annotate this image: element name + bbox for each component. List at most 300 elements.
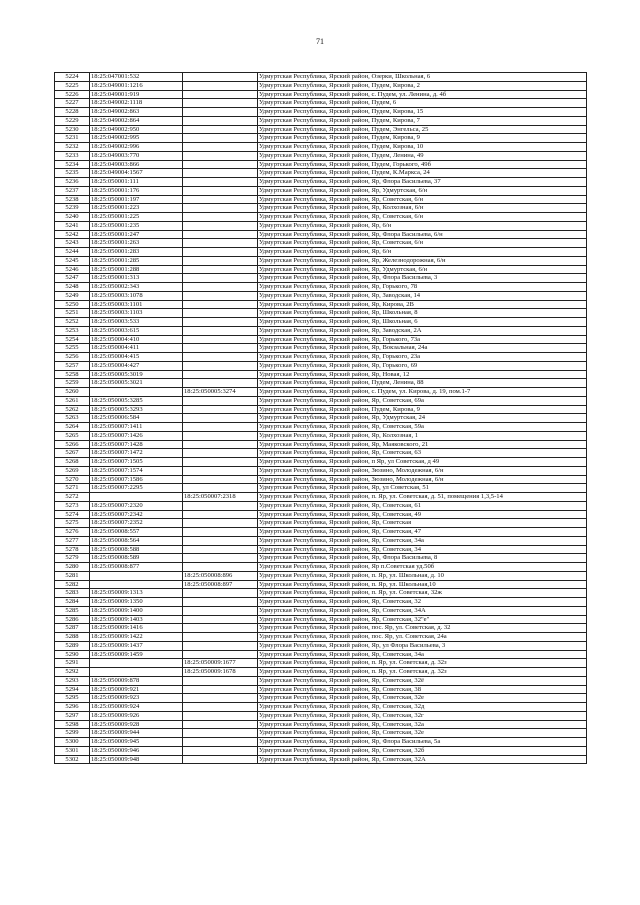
parent-cadastral-number-cell	[183, 134, 258, 143]
parent-cadastral-number-cell	[183, 143, 258, 152]
cadastral-number-cell: 18:25:050003:533	[90, 318, 183, 327]
row-number-cell: 5249	[55, 291, 90, 300]
row-number-cell: 5267	[55, 449, 90, 458]
cadastral-number-cell: 18:25:050008:588	[90, 545, 183, 554]
table-row	[55, 300, 587, 309]
table-row	[55, 729, 587, 738]
address-cell: Удмуртская Республика, Ярский район, Яр, Советская, 34А	[258, 606, 587, 615]
table-row	[55, 641, 587, 650]
row-number-cell: 5298	[55, 720, 90, 729]
address-cell: Удмуртская Республика, Ярский район, Озерки, Школьная, 6	[258, 73, 587, 82]
row-number-cell: 5287	[55, 624, 90, 633]
cadastral-number-cell: 18:25:050001:223	[90, 204, 183, 213]
address-cell: Удмуртская Республика, Ярский район, Пудем, Энгельса, 25	[258, 125, 587, 134]
table-row	[55, 650, 587, 659]
parent-cadastral-number-cell	[183, 318, 258, 327]
table-row	[55, 755, 587, 764]
row-number-cell: 5269	[55, 466, 90, 475]
cadastral-number-cell	[90, 580, 183, 589]
address-cell: Удмуртская Республика, Ярский район, Яр, Советская, 49	[258, 510, 587, 519]
row-number-cell: 5272	[55, 493, 90, 502]
row-number-cell: 5231	[55, 134, 90, 143]
row-number-cell: 5250	[55, 300, 90, 309]
row-number-cell: 5230	[55, 125, 90, 134]
address-cell: Удмуртская Республика, Ярский район, Яр, Вокзальная, 24а	[258, 344, 587, 353]
parent-cadastral-number-cell	[183, 685, 258, 694]
row-number-cell: 5291	[55, 659, 90, 668]
row-number-cell: 5266	[55, 440, 90, 449]
row-number-cell: 5273	[55, 501, 90, 510]
address-cell: Удмуртская Республика, Ярский район, Яр, Колхозная, 1	[258, 431, 587, 440]
table-row	[55, 580, 587, 589]
address-cell: Удмуртская Республика, Ярский район, Пудем, Кирова, 2	[258, 81, 587, 90]
address-cell: Удмуртская Республика, Ярский район, Яр, Советская, 32д	[258, 703, 587, 712]
parent-cadastral-number-cell	[183, 361, 258, 370]
address-cell: Удмуртская Республика, Ярский район, Яр, Советская, 6/н	[258, 195, 587, 204]
cadastral-number-cell: 18:25:049004:1567	[90, 169, 183, 178]
table-row	[55, 589, 587, 598]
address-cell: Удмуртская Республика, Ярский район, Яр, Флора Васильева, 5а	[258, 738, 587, 747]
row-number-cell: 5258	[55, 370, 90, 379]
cadastral-number-cell: 18:25:050009:928	[90, 720, 183, 729]
cadastral-number-cell: 18:25:050005:3293	[90, 405, 183, 414]
row-number-cell: 5279	[55, 554, 90, 563]
table-row	[55, 501, 587, 510]
cadastral-number-cell: 18:25:049001:919	[90, 90, 183, 99]
address-cell: Удмуртская Республика, Ярский район, Яр, Горького, 23а	[258, 353, 587, 362]
row-number-cell: 5264	[55, 423, 90, 432]
parent-cadastral-number-cell	[183, 125, 258, 134]
parent-cadastral-number-cell	[183, 291, 258, 300]
address-cell: Удмуртская Республика, Ярский район, Зюзино, Молодежная, 6/н	[258, 475, 587, 484]
address-cell: Удмуртская Республика, Ярский район, Яр, Советская, 32ё	[258, 676, 587, 685]
table-row	[55, 414, 587, 423]
table-row	[55, 396, 587, 405]
row-number-cell: 5257	[55, 361, 90, 370]
table-row	[55, 204, 587, 213]
parent-cadastral-number-cell: 18:25:050008:897	[183, 580, 258, 589]
table-row	[55, 466, 587, 475]
parent-cadastral-number-cell	[183, 650, 258, 659]
address-cell: Удмуртская Республика, Ярский район, Пудем, Кирова, 10	[258, 143, 587, 152]
table-row	[55, 606, 587, 615]
cadastral-number-cell: 18:25:050009:1437	[90, 641, 183, 650]
cadastral-number-cell: 18:25:050009:926	[90, 711, 183, 720]
row-number-cell: 5277	[55, 536, 90, 545]
parent-cadastral-number-cell	[183, 554, 258, 563]
parent-cadastral-number-cell	[183, 484, 258, 493]
parent-cadastral-number-cell	[183, 213, 258, 222]
address-cell: Удмуртская Республика, Ярский район, Яр, Советская, 34а	[258, 536, 587, 545]
table-row	[55, 440, 587, 449]
parent-cadastral-number-cell	[183, 274, 258, 283]
cadastral-number-cell: 18:25:050007:1428	[90, 440, 183, 449]
parent-cadastral-number-cell	[183, 440, 258, 449]
cadastral-number-cell: 18:25:050003:615	[90, 326, 183, 335]
row-number-cell: 5274	[55, 510, 90, 519]
address-cell: Удмуртская Республика, Ярский район, Яр, Советская, 34а	[258, 650, 587, 659]
parent-cadastral-number-cell	[183, 703, 258, 712]
address-cell: Удмуртская Республика, Ярский район, Яр, Советская, 61	[258, 501, 587, 510]
row-number-cell: 5224	[55, 73, 90, 82]
address-cell: Удмуртская Республика, Ярский район, Яр, 6/н	[258, 221, 587, 230]
cadastral-number-cell	[90, 668, 183, 677]
row-number-cell: 5285	[55, 606, 90, 615]
parent-cadastral-number-cell	[183, 510, 258, 519]
address-cell: Удмуртская Республика, Ярский район, Яр, Удмуртская, 24	[258, 414, 587, 423]
parent-cadastral-number-cell: 18:25:050009:1678	[183, 668, 258, 677]
address-cell: Удмуртская Республика, Ярский район, Яр, Горького, 78	[258, 283, 587, 292]
address-cell: Удмуртская Республика, Ярский район, Пудем, Кирова, 9	[258, 134, 587, 143]
cadastral-number-cell: 18:25:050009:921	[90, 685, 183, 694]
address-cell: Удмуртская Республика, Ярский район, Яр, Советская, 34	[258, 545, 587, 554]
row-number-cell: 5233	[55, 151, 90, 160]
table-row	[55, 309, 587, 318]
table-row	[55, 116, 587, 125]
row-number-cell: 5278	[55, 545, 90, 554]
address-cell: Удмуртская Республика, Ярский район, с. Пудем, ул. Ленина, д. 4б	[258, 90, 587, 99]
cadastral-number-cell: 18:25:050008:877	[90, 563, 183, 572]
row-number-cell: 5302	[55, 755, 90, 764]
parent-cadastral-number-cell	[183, 379, 258, 388]
table-row	[55, 379, 587, 388]
parent-cadastral-number-cell	[183, 528, 258, 537]
table-row	[55, 108, 587, 117]
cadastral-number-cell	[90, 493, 183, 502]
cadastral-number-cell: 18:25:050001:235	[90, 221, 183, 230]
cadastral-number-cell: 18:25:047001:532	[90, 73, 183, 82]
row-number-cell: 5270	[55, 475, 90, 484]
table-row	[55, 125, 587, 134]
address-cell: Удмуртская Республика, Ярский район, Пудем, К.Маркса, 24	[258, 169, 587, 178]
row-number-cell: 5296	[55, 703, 90, 712]
cadastral-number-cell: 18:25:050007:2320	[90, 501, 183, 510]
cadastral-number-cell: 18:25:050009:1422	[90, 633, 183, 642]
table-row	[55, 571, 587, 580]
parent-cadastral-number-cell	[183, 755, 258, 764]
table-row	[55, 458, 587, 467]
address-cell: Удмуртская Республика, Ярский район, Яр, Советская, 6/н	[258, 213, 587, 222]
table-row	[55, 239, 587, 248]
table-row	[55, 431, 587, 440]
parent-cadastral-number-cell	[183, 300, 258, 309]
parent-cadastral-number-cell	[183, 449, 258, 458]
row-number-cell: 5227	[55, 99, 90, 108]
address-cell: Удмуртская Республика, Ярский район, Яр, Флора Васильева, 3	[258, 274, 587, 283]
parent-cadastral-number-cell	[183, 711, 258, 720]
parent-cadastral-number-cell	[183, 81, 258, 90]
cadastral-number-cell: 18:25:050001:313	[90, 274, 183, 283]
row-number-cell: 5226	[55, 90, 90, 99]
parent-cadastral-number-cell	[183, 598, 258, 607]
address-cell: Удмуртская Республика, Ярский район, Яр, Советская, 32	[258, 598, 587, 607]
parent-cadastral-number-cell	[183, 116, 258, 125]
cadastral-number-cell: 18:25:050009:1400	[90, 606, 183, 615]
parent-cadastral-number-cell	[183, 335, 258, 344]
row-number-cell: 5297	[55, 711, 90, 720]
row-number-cell: 5260	[55, 388, 90, 397]
parent-cadastral-number-cell	[183, 466, 258, 475]
table-row	[55, 423, 587, 432]
table-row	[55, 720, 587, 729]
row-number-cell: 5232	[55, 143, 90, 152]
table-row	[55, 143, 587, 152]
row-number-cell: 5253	[55, 326, 90, 335]
address-cell: Удмуртская Республика, Ярский район, п. Яр, ул. Советская, д. 51, помещения 1,3,5-14	[258, 493, 587, 502]
parent-cadastral-number-cell	[183, 405, 258, 414]
parent-cadastral-number-cell	[183, 519, 258, 528]
address-cell: Удмуртская Республика, Ярский район, Яр, Флора Васильева, 37	[258, 178, 587, 187]
parent-cadastral-number-cell	[183, 151, 258, 160]
table-row	[55, 624, 587, 633]
address-cell: Удмуртская Республика, Ярский район, Яр, Советская, 32а	[258, 720, 587, 729]
row-number-cell: 5259	[55, 379, 90, 388]
cadastral-number-cell: 18:25:050004:427	[90, 361, 183, 370]
table-row	[55, 510, 587, 519]
row-number-cell: 5286	[55, 615, 90, 624]
row-number-cell: 5289	[55, 641, 90, 650]
row-number-cell: 5247	[55, 274, 90, 283]
row-number-cell: 5276	[55, 528, 90, 537]
table-row	[55, 151, 587, 160]
parent-cadastral-number-cell	[183, 694, 258, 703]
cadastral-number-cell: 18:25:050004:411	[90, 344, 183, 353]
table-row	[55, 738, 587, 747]
table-row	[55, 361, 587, 370]
cadastral-number-cell: 18:25:050009:1403	[90, 615, 183, 624]
parent-cadastral-number-cell	[183, 99, 258, 108]
cadastral-number-cell: 18:25:050007:2295	[90, 484, 183, 493]
address-cell: Удмуртская Республика, Ярский район, п. Яр, ул. Советская, д. 32з	[258, 668, 587, 677]
row-number-cell: 5238	[55, 195, 90, 204]
cadastral-number-cell: 18:25:050004:410	[90, 335, 183, 344]
cadastral-number-cell: 18:25:050007:1586	[90, 475, 183, 484]
cadastral-number-cell: 18:25:050003:1103	[90, 309, 183, 318]
table-row	[55, 134, 587, 143]
table-row	[55, 291, 587, 300]
address-cell: Удмуртская Республика, Ярский район, Яр, Советская, 32е	[258, 694, 587, 703]
row-number-cell: 5228	[55, 108, 90, 117]
row-number-cell: 5300	[55, 738, 90, 747]
row-number-cell: 5282	[55, 580, 90, 589]
row-number-cell: 5265	[55, 431, 90, 440]
row-number-cell: 5246	[55, 265, 90, 274]
row-number-cell: 5243	[55, 239, 90, 248]
parent-cadastral-number-cell	[183, 230, 258, 239]
row-number-cell: 5252	[55, 318, 90, 327]
table-row	[55, 659, 587, 668]
row-number-cell: 5240	[55, 213, 90, 222]
address-cell: Удмуртская Республика, Ярский район, с. Пудем, ул. Кирова, д. 19, пом.1-7	[258, 388, 587, 397]
row-number-cell: 5234	[55, 160, 90, 169]
parent-cadastral-number-cell	[183, 265, 258, 274]
table-row	[55, 563, 587, 572]
cadastral-number-cell: 18:25:050001:285	[90, 256, 183, 265]
address-cell: Удмуртская Республика, Ярский район, Яр, Заводская, 14	[258, 291, 587, 300]
registry-table	[54, 72, 587, 764]
address-cell: Удмуртская Республика, Ярский район, Яр, Удмуртская, 6/н	[258, 186, 587, 195]
parent-cadastral-number-cell	[183, 738, 258, 747]
parent-cadastral-number-cell	[183, 501, 258, 510]
parent-cadastral-number-cell	[183, 178, 258, 187]
address-cell: Удмуртская Республика, Ярский район, Яр, Советская, 38	[258, 685, 587, 694]
cadastral-number-cell: 18:25:050009:946	[90, 746, 183, 755]
cadastral-number-cell: 18:25:049002:995	[90, 134, 183, 143]
cadastral-number-cell: 18:25:050009:1416	[90, 624, 183, 633]
table-row	[55, 265, 587, 274]
table-row	[55, 493, 587, 502]
parent-cadastral-number-cell	[183, 160, 258, 169]
parent-cadastral-number-cell	[183, 73, 258, 82]
table-row	[55, 81, 587, 90]
cadastral-number-cell: 18:25:049002:1118	[90, 99, 183, 108]
parent-cadastral-number-cell	[183, 90, 258, 99]
parent-cadastral-number-cell: 18:25:050005:3274	[183, 388, 258, 397]
address-cell: Удмуртская Республика, Ярский район, Яр, Железнодорожная, 6/н	[258, 256, 587, 265]
parent-cadastral-number-cell	[183, 186, 258, 195]
parent-cadastral-number-cell: 18:25:050007:2318	[183, 493, 258, 502]
parent-cadastral-number-cell	[183, 414, 258, 423]
address-cell: Удмуртская Республика, Ярский район, Яр, Новая, 12	[258, 370, 587, 379]
table-row	[55, 318, 587, 327]
parent-cadastral-number-cell	[183, 169, 258, 178]
table-row	[55, 221, 587, 230]
cadastral-number-cell: 18:25:050008:564	[90, 536, 183, 545]
address-cell: Удмуртская Республика, Ярский район, Яр, Удмуртская, 6/н	[258, 265, 587, 274]
cadastral-number-cell: 18:25:049002:996	[90, 143, 183, 152]
table-row	[55, 554, 587, 563]
address-cell: Удмуртская Республика, Ярский район, Яр, Кирова, 2В	[258, 300, 587, 309]
table-row	[55, 711, 587, 720]
row-number-cell: 5241	[55, 221, 90, 230]
parent-cadastral-number-cell	[183, 309, 258, 318]
parent-cadastral-number-cell	[183, 589, 258, 598]
cadastral-number-cell	[90, 571, 183, 580]
cadastral-number-cell: 18:25:050009:923	[90, 694, 183, 703]
address-cell: Удмуртская Республика, Ярский район, Яр п.Советская уд.50б	[258, 563, 587, 572]
cadastral-number-cell: 18:25:050003:1101	[90, 300, 183, 309]
table-row	[55, 186, 587, 195]
row-number-cell: 5294	[55, 685, 90, 694]
cadastral-number-cell: 18:25:050001:288	[90, 265, 183, 274]
address-cell: Удмуртская Республика, Ярский район, Яр, Советская, 63	[258, 449, 587, 458]
cadastral-number-cell: 18:25:050008:557	[90, 528, 183, 537]
table-row	[55, 405, 587, 414]
cadastral-number-cell: 18:25:050007:2342	[90, 510, 183, 519]
row-number-cell: 5237	[55, 186, 90, 195]
cadastral-number-cell: 18:25:050009:924	[90, 703, 183, 712]
address-cell: Удмуртская Республика, Ярский район, п. Яр, ул. Советская, 32ж	[258, 589, 587, 598]
cadastral-number-cell: 18:25:050009:878	[90, 676, 183, 685]
parent-cadastral-number-cell	[183, 633, 258, 642]
row-number-cell: 5262	[55, 405, 90, 414]
cadastral-number-cell: 18:25:050007:1411	[90, 423, 183, 432]
parent-cadastral-number-cell	[183, 256, 258, 265]
row-number-cell: 5239	[55, 204, 90, 213]
row-number-cell: 5292	[55, 668, 90, 677]
cadastral-number-cell: 18:25:050002:343	[90, 283, 183, 292]
table-row	[55, 388, 587, 397]
table-row	[55, 475, 587, 484]
address-cell: Удмуртская Республика, Ярский район, Яр, Советская, 32е	[258, 729, 587, 738]
cadastral-number-cell: 18:25:050007:1505	[90, 458, 183, 467]
cadastral-number-cell: 18:25:049002:864	[90, 116, 183, 125]
cadastral-number-cell: 18:25:050009:1350	[90, 598, 183, 607]
row-number-cell: 5256	[55, 353, 90, 362]
parent-cadastral-number-cell	[183, 720, 258, 729]
cadastral-number-cell: 18:25:050007:2352	[90, 519, 183, 528]
cadastral-number-cell: 18:25:050003:1078	[90, 291, 183, 300]
cadastral-number-cell: 18:25:050008:589	[90, 554, 183, 563]
address-cell: Удмуртская Республика, Ярский район, Яр, Советская, 32г	[258, 711, 587, 720]
parent-cadastral-number-cell	[183, 353, 258, 362]
cadastral-number-cell: 18:25:050001:176	[90, 186, 183, 195]
cadastral-number-cell: 18:25:050009:948	[90, 755, 183, 764]
row-number-cell: 5236	[55, 178, 90, 187]
parent-cadastral-number-cell	[183, 283, 258, 292]
cadastral-number-cell: 18:25:050001:197	[90, 195, 183, 204]
table-row	[55, 195, 587, 204]
parent-cadastral-number-cell	[183, 221, 258, 230]
parent-cadastral-number-cell	[183, 248, 258, 257]
row-number-cell: 5268	[55, 458, 90, 467]
row-number-cell: 5242	[55, 230, 90, 239]
row-number-cell: 5281	[55, 571, 90, 580]
row-number-cell: 5283	[55, 589, 90, 598]
address-cell: Удмуртская Республика, Ярский район, Пудем, Горького, 49б	[258, 160, 587, 169]
cadastral-number-cell: 18:25:049003:770	[90, 151, 183, 160]
table-row	[55, 344, 587, 353]
address-cell: Удмуртская Республика, Ярский район, Яр, Школьная, 8	[258, 309, 587, 318]
parent-cadastral-number-cell	[183, 239, 258, 248]
row-number-cell: 5275	[55, 519, 90, 528]
table-row	[55, 370, 587, 379]
cadastral-number-cell: 18:25:050005:3021	[90, 379, 183, 388]
parent-cadastral-number-cell	[183, 545, 258, 554]
table-row	[55, 703, 587, 712]
parent-cadastral-number-cell	[183, 475, 258, 484]
parent-cadastral-number-cell	[183, 396, 258, 405]
cadastral-number-cell: 18:25:049003:866	[90, 160, 183, 169]
table-row	[55, 528, 587, 537]
address-cell: Удмуртская Республика, Ярский район, Пудем, Кирова, 15	[258, 108, 587, 117]
address-cell: Удмуртская Республика, Ярский район, пос. Яр, ул. Советская, д. 32	[258, 624, 587, 633]
table-row	[55, 283, 587, 292]
table-row	[55, 353, 587, 362]
address-cell: Удмуртская Республика, Ярский район, Яр, Колхозная, 6/н	[258, 204, 587, 213]
cadastral-number-cell: 18:25:050001:247	[90, 230, 183, 239]
table-row	[55, 685, 587, 694]
parent-cadastral-number-cell	[183, 423, 258, 432]
row-number-cell: 5280	[55, 563, 90, 572]
parent-cadastral-number-cell	[183, 344, 258, 353]
parent-cadastral-number-cell	[183, 326, 258, 335]
parent-cadastral-number-cell	[183, 746, 258, 755]
cadastral-number-cell: 18:25:049002:863	[90, 108, 183, 117]
registry-table-body	[55, 73, 587, 764]
cadastral-number-cell: 18:25:050009:1313	[90, 589, 183, 598]
row-number-cell: 5229	[55, 116, 90, 125]
cadastral-number-cell: 18:25:050004:415	[90, 353, 183, 362]
table-row	[55, 169, 587, 178]
address-cell: Удмуртская Республика, Ярский район, Яр, Советская, 32б	[258, 746, 587, 755]
row-number-cell: 5290	[55, 650, 90, 659]
table-row	[55, 335, 587, 344]
cadastral-number-cell: 18:25:050001:111	[90, 178, 183, 187]
row-number-cell: 5263	[55, 414, 90, 423]
table-row	[55, 326, 587, 335]
row-number-cell: 5251	[55, 309, 90, 318]
